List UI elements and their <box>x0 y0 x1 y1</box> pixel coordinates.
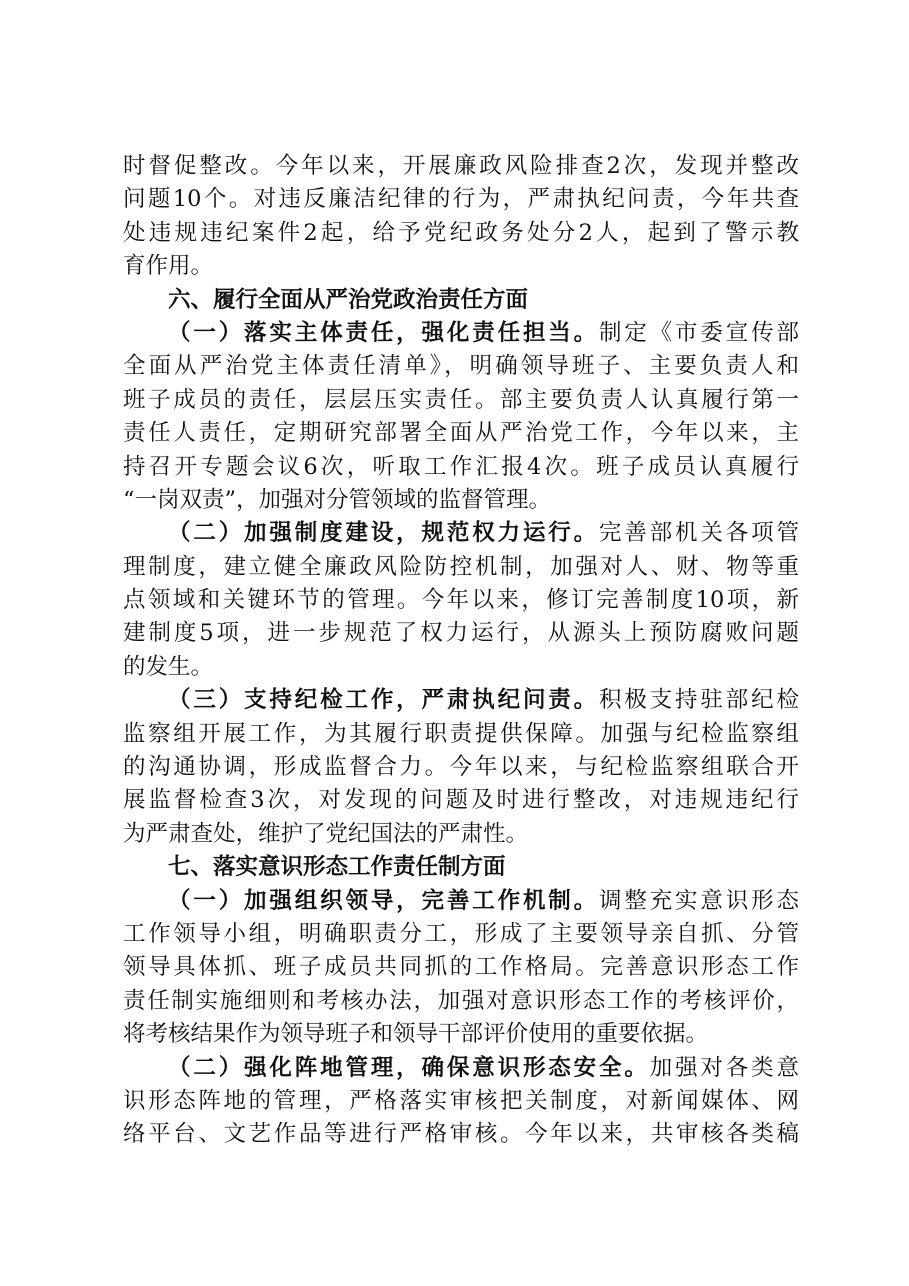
body-line: 的发生。 <box>123 653 214 680</box>
paragraph-lead: （一）加强组织领导，完善工作机制。 <box>168 887 599 914</box>
paragraph-lead: （二）加强制度建设，规范权力运行。 <box>168 520 599 547</box>
body-line: 领导具体抓、班子成员共同抓的工作格局。完善意识形态工作 <box>123 954 799 981</box>
body-line: 班子成员的责任，层层压实责任。部主要负责人认真履行第一 <box>123 386 799 413</box>
document-body <box>123 150 799 1152</box>
body-line: 建制度5项，进一步规范了权力运行，从源头上预防腐败问题 <box>123 620 799 647</box>
body-line: 络平台、文艺作品等进行严格审核。今年以来，共审核各类稿 <box>123 1121 799 1148</box>
body-line: 全面从严治党主体责任清单》，明确领导班子、主要负责人和 <box>123 353 799 380</box>
paragraph-first-line <box>123 317 799 350</box>
body-line: 为严肃查处，维护了党纪国法的严肃性。 <box>123 820 529 847</box>
paragraph-text: 制定《市委宣传部 <box>599 319 799 346</box>
body-line: 责任制实施细则和考核办法，加强对意识形态工作的考核评价， <box>123 987 799 1014</box>
body-line: 监察组开展工作，为其履行职责提供保障。加强与纪检监察组 <box>123 720 799 747</box>
section-heading-7: 七、落实意识形态工作责任制方面 <box>168 854 506 881</box>
body-line: 展监督检查3次，对发现的问题及时进行整改，对违规违纪行 <box>123 787 799 814</box>
body-line: 责任人责任，定期研究部署全面从严治党工作，今年以来，主 <box>123 420 799 447</box>
body-line: 处违规违纪案件2起，给予党纪政务处分2人，起到了警示教 <box>123 219 799 246</box>
paragraph-first-line <box>123 885 799 918</box>
paragraph-text: 调整充实意识形态 <box>599 887 799 914</box>
body-line: 时督促整改。今年以来，开展廉政风险排查2次，发现并整改 <box>123 153 799 179</box>
body-line: 工作领导小组，明确职责分工，形成了主要领导亲自抓、分管 <box>123 920 799 947</box>
body-line: 育作用。 <box>123 253 214 280</box>
paragraph-lead: （一）落实主体责任，强化责任担当。 <box>168 319 599 346</box>
paragraph-lead: （二）强化阵地管理，确保意识形态安全。 <box>168 1054 650 1081</box>
body-line: 问题10个。对违反廉洁纪律的行为，严肃执纪问责，今年共查 <box>123 186 799 213</box>
paragraph-text: 加强对各类意 <box>649 1054 799 1081</box>
paragraph-first-line <box>123 1052 799 1085</box>
body-line: 识形态阵地的管理，严格落实审核把关制度，对新闻媒体、网 <box>123 1087 799 1114</box>
body-line: 理制度，建立健全廉政风险防控机制，加强对人、财、物等重 <box>123 553 799 580</box>
paragraph-text: 完善部机关各项管 <box>599 520 799 547</box>
body-line: 点领域和关键环节的管理。今年以来，修订完善制度10项，新 <box>123 587 799 614</box>
body-line: 的沟通协调，形成监督合力。今年以来，与纪检监察组联合开 <box>123 754 799 781</box>
paragraph-lead: （三）支持纪检工作，严肃执纪问责。 <box>168 687 599 714</box>
paragraph-first-line <box>123 684 799 717</box>
body-line: “一岗双责”，加强对分管领域的监督管理。 <box>123 486 552 513</box>
section-heading-6: 六、履行全面从严治党政治责任方面 <box>168 286 529 313</box>
body-line: 将考核结果作为领导班子和领导干部评价使用的重要依据。 <box>123 1021 709 1048</box>
paragraph-first-line <box>123 517 799 550</box>
paragraph-text: 积极支持驻部纪检 <box>599 687 799 714</box>
body-line: 持召开专题会议6次，听取工作汇报4次。班子成员认真履行 <box>123 453 799 480</box>
